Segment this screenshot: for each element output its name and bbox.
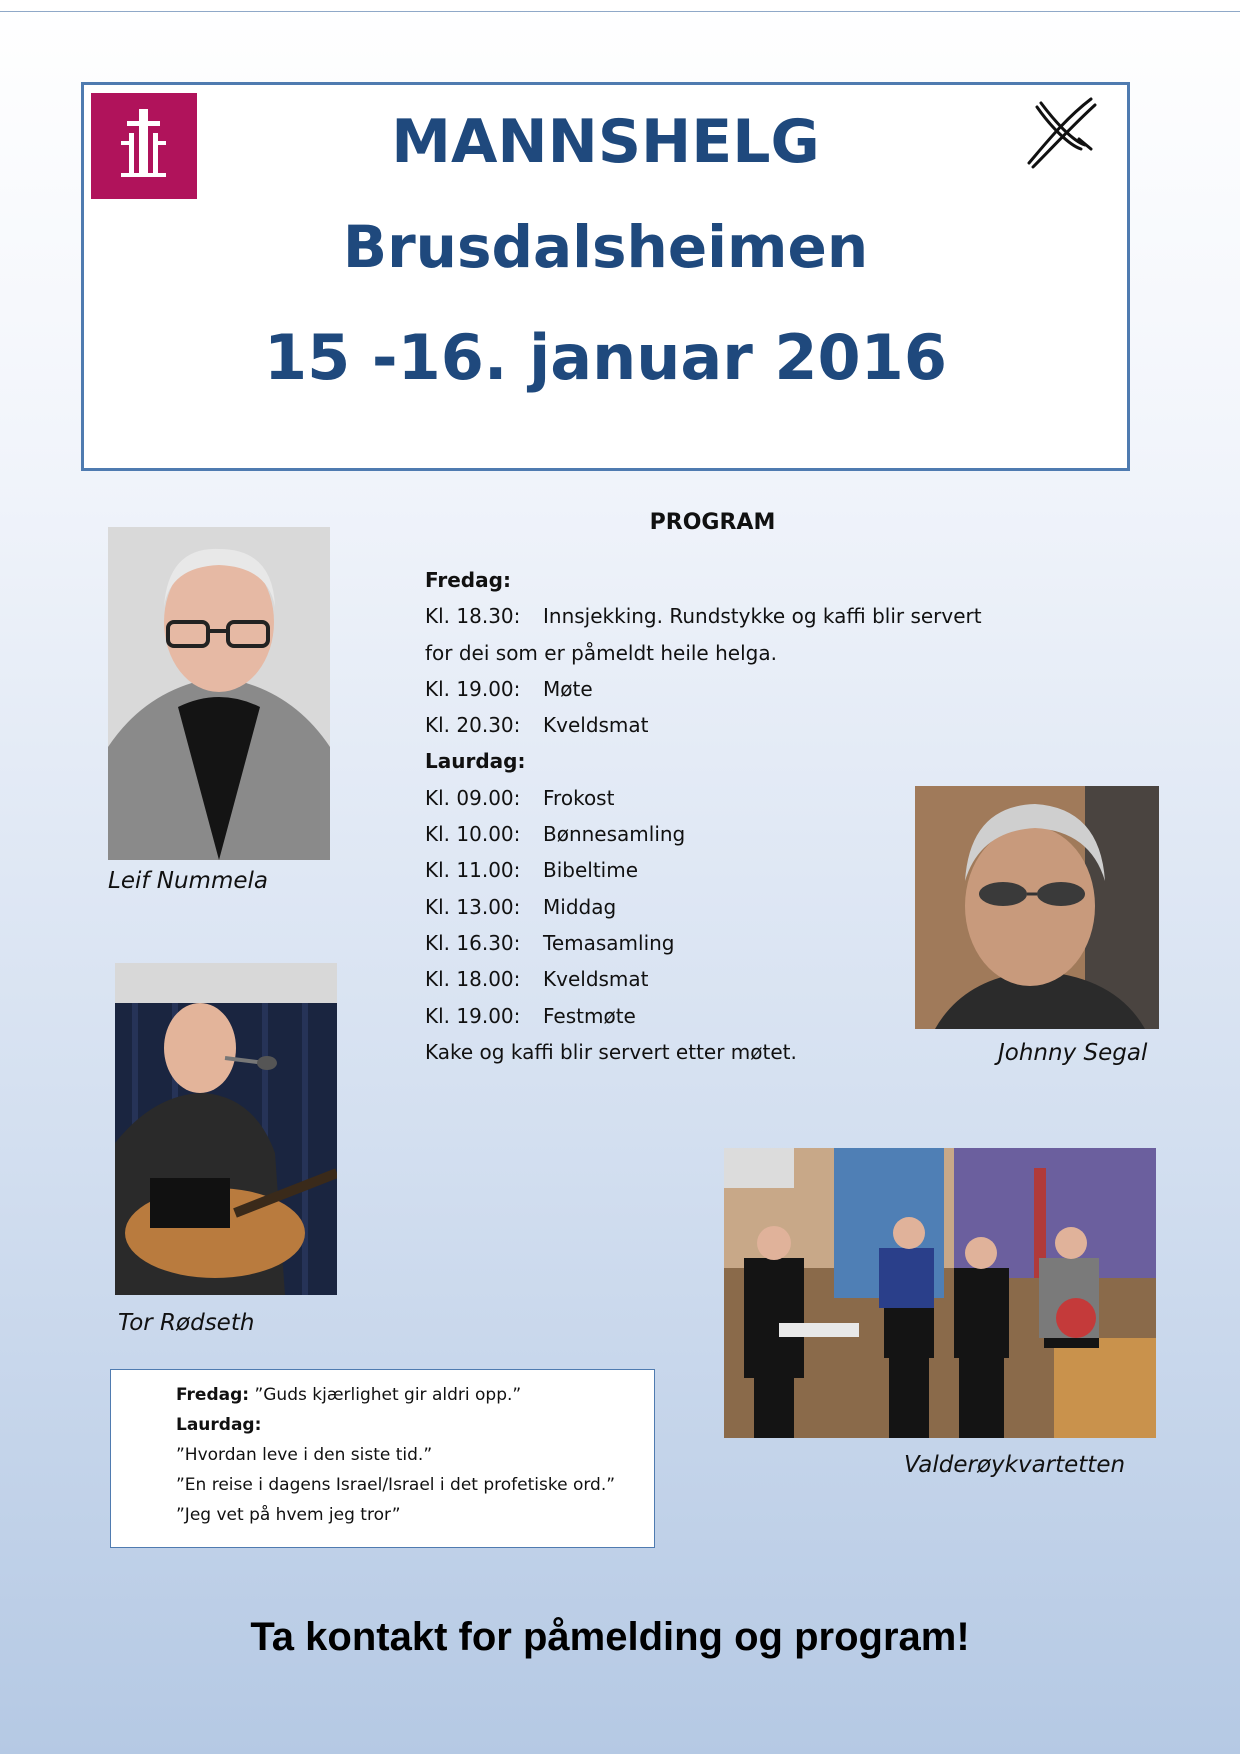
topic-saturday-label: Laurdag: — [176, 1415, 262, 1435]
program-row: Kl. 13.00: Middag — [425, 894, 617, 919]
photo-johnny-segal — [915, 786, 1159, 1029]
program-row: Kl. 18.00: Kveldsmat — [425, 967, 649, 992]
program-day-friday: Fredag: — [425, 568, 511, 592]
program-row: Kl. 20.30: Kveldsmat — [425, 713, 649, 738]
call-to-action: Ta kontakt for påmelding og program! — [250, 1615, 970, 1659]
program-row: Kl. 19.00: Festmøte — [425, 1003, 636, 1028]
topic-saturday-item: ”Hvordan leve i den siste tid.” — [176, 1445, 433, 1465]
program-row: Kl. 19.00: Møte — [425, 676, 593, 701]
topic-saturday-item: ”En reise i dagens Israel/Israel i det profetiske ord.” — [176, 1475, 616, 1495]
event-title: MANNSHELG — [391, 107, 820, 177]
topics-box — [110, 1369, 655, 1548]
topic-friday: Fredag: ”Guds kjærlighet gir aldri opp.” — [176, 1385, 522, 1405]
program-row: Kl. 09.00: Frokost — [425, 785, 615, 810]
program-row: for dei som er påmeldt heile helga. — [425, 640, 777, 665]
program-row: Kl. 16.30: Temasamling — [425, 930, 675, 955]
photo-valderoykvartetten — [724, 1148, 1156, 1438]
program-heading: PROGRAM — [649, 510, 776, 535]
photo-leif-nummela — [108, 527, 330, 860]
caption-quartet: Valderøykvartetten — [904, 1452, 1126, 1478]
program-row: Kl. 10.00: Bønnesamling — [425, 822, 686, 847]
program-day-saturday: Laurdag: — [425, 749, 526, 774]
program-row: Kl. 18.30: Innsjekking. Rundstykke og kaffi blir servert — [425, 604, 982, 629]
title-box — [81, 82, 1130, 471]
topic-saturday-item: ”Jeg vet på hvem jeg tror” — [176, 1505, 401, 1525]
caption-tor: Tor Rødseth — [118, 1310, 255, 1336]
caption-leif: Leif Nummela — [108, 868, 268, 894]
top-rule — [0, 11, 1240, 12]
caption-johnny: Johnny Segal — [998, 1040, 1148, 1066]
program-closing: Kake og kaffi blir servert etter møtet. — [425, 1039, 797, 1064]
crossed-swords-logo — [1021, 93, 1101, 173]
event-venue: Brusdalsheimen — [342, 213, 869, 281]
program-row: Kl. 11.00: Bibeltime — [425, 858, 639, 883]
photo-tor-rodseth — [115, 963, 337, 1295]
crossed-swords-icon — [1021, 93, 1101, 173]
event-dates: 15 -16. januar 2016 — [264, 321, 947, 394]
